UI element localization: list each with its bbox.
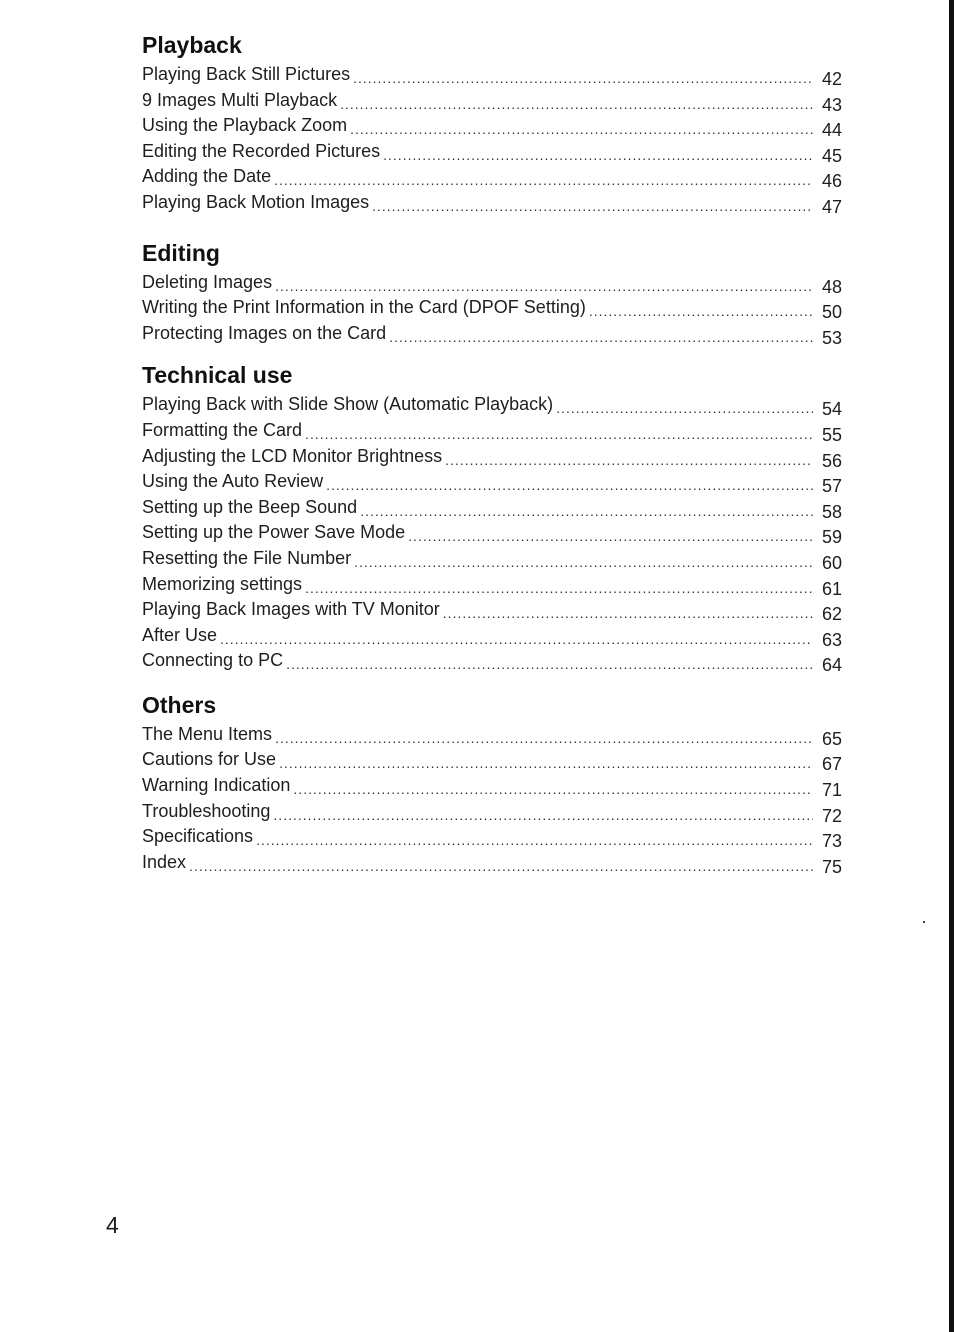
toc-entry[interactable] bbox=[142, 295, 842, 321]
toc-entry[interactable] bbox=[142, 88, 842, 114]
toc-entry[interactable] bbox=[142, 469, 842, 495]
toc-entry[interactable] bbox=[142, 824, 842, 850]
entry-label: Specifications bbox=[142, 826, 254, 847]
entry-label: Index bbox=[142, 851, 187, 872]
dot-leader bbox=[286, 652, 813, 677]
entry-page-number: 60 bbox=[821, 552, 842, 573]
dot-leader bbox=[305, 422, 813, 447]
toc-entry[interactable] bbox=[142, 597, 842, 623]
page-edge-rule bbox=[949, 0, 954, 1332]
entry-label: Setting up the Power Save Mode bbox=[142, 522, 406, 543]
entry-list bbox=[142, 722, 842, 876]
dot-leader bbox=[279, 751, 813, 776]
entry-page-number: 59 bbox=[821, 527, 842, 548]
toc-entry[interactable] bbox=[142, 623, 842, 649]
toc-entry[interactable] bbox=[142, 418, 842, 444]
entry-page-number: 63 bbox=[821, 629, 842, 650]
dot-leader bbox=[354, 550, 813, 575]
entry-page-number: 72 bbox=[821, 805, 842, 826]
toc-entry[interactable] bbox=[142, 270, 842, 296]
entry-label: Using the Playback Zoom bbox=[142, 115, 348, 136]
entry-page-number: 47 bbox=[821, 196, 842, 217]
entry-label: Using the Auto Review bbox=[142, 471, 324, 492]
entry-page-number: 43 bbox=[821, 94, 842, 115]
section-spacer bbox=[142, 216, 842, 236]
entry-label: Playing Back Still Pictures bbox=[142, 64, 351, 84]
entry-page-number: 46 bbox=[821, 171, 842, 192]
entry-label: Troubleshooting bbox=[142, 800, 271, 821]
toc-entry[interactable] bbox=[142, 139, 842, 165]
entry-page-number: 57 bbox=[821, 476, 842, 497]
entry-page-number: 73 bbox=[821, 831, 842, 852]
toc-entry[interactable] bbox=[142, 190, 842, 216]
entry-page-number: 55 bbox=[821, 424, 842, 445]
entry-list bbox=[142, 270, 842, 347]
entry-label: Deleting Images bbox=[142, 271, 273, 292]
entry-label: Cautions for Use bbox=[142, 749, 277, 770]
entry-page-number: 75 bbox=[821, 856, 842, 877]
entry-label: 9 Images Multi Playback bbox=[142, 89, 338, 110]
dot-leader bbox=[443, 601, 813, 626]
section-title: Technical use bbox=[142, 362, 293, 389]
section-title: Playback bbox=[142, 32, 242, 58]
dot-leader bbox=[293, 777, 813, 802]
dot-leader bbox=[360, 499, 813, 524]
entry-label: Editing the Recorded Pictures bbox=[142, 140, 381, 161]
dot-leader bbox=[275, 274, 813, 299]
toc-entry[interactable] bbox=[142, 321, 842, 347]
entry-page-number: 48 bbox=[821, 276, 842, 297]
entry-list bbox=[142, 392, 842, 674]
entry-page-number: 65 bbox=[821, 728, 842, 749]
entry-list bbox=[142, 62, 842, 216]
entry-label: Playing Back Motion Images bbox=[142, 191, 370, 212]
entry-label: The Menu Items bbox=[142, 723, 273, 744]
section-title: Editing bbox=[142, 239, 220, 266]
entry-page-number: 53 bbox=[821, 327, 842, 348]
toc-entry[interactable] bbox=[142, 113, 842, 139]
page-number: 4 bbox=[106, 1212, 119, 1238]
dot-leader bbox=[340, 92, 813, 117]
dot-leader bbox=[189, 854, 813, 879]
dot-leader bbox=[326, 473, 813, 498]
toc-entry[interactable] bbox=[142, 747, 842, 773]
entry-page-number: 58 bbox=[821, 501, 842, 522]
toc-entry[interactable] bbox=[142, 444, 842, 470]
toc-entry[interactable] bbox=[142, 164, 842, 190]
entry-page-number: 67 bbox=[821, 754, 842, 775]
entry-label: Memorizing settings bbox=[142, 573, 303, 594]
entry-page-number: 56 bbox=[821, 450, 842, 471]
dot-leader bbox=[220, 627, 813, 652]
dot-leader bbox=[389, 325, 813, 350]
entry-label: Warning Indication bbox=[142, 775, 291, 796]
entry-page-number: 64 bbox=[821, 655, 842, 676]
toc-entry[interactable] bbox=[142, 546, 842, 572]
dot-leader bbox=[408, 524, 813, 549]
toc-entry[interactable] bbox=[142, 850, 842, 876]
entry-label: Connecting to PC bbox=[142, 650, 284, 671]
entry-label: Playing Back Images with TV Monitor bbox=[142, 599, 440, 620]
toc-entry[interactable] bbox=[142, 648, 842, 674]
dot-leader bbox=[353, 66, 813, 91]
dot-leader bbox=[350, 117, 813, 142]
entry-label: Adjusting the LCD Monitor Brightness bbox=[142, 445, 443, 466]
entry-label: Formatting the Card bbox=[142, 419, 303, 440]
dot-leader bbox=[256, 828, 813, 853]
entry-label: Adding the Date bbox=[142, 166, 272, 187]
toc-entry[interactable] bbox=[142, 520, 842, 546]
table-of-contents bbox=[142, 28, 842, 875]
dot-leader bbox=[445, 448, 813, 473]
dot-leader bbox=[556, 396, 813, 421]
toc-entry[interactable] bbox=[142, 572, 842, 598]
dot-leader bbox=[372, 194, 813, 219]
entry-page-number: 42 bbox=[821, 69, 842, 89]
dot-leader bbox=[305, 576, 813, 601]
section-others bbox=[142, 688, 842, 876]
toc-entry[interactable] bbox=[142, 62, 842, 88]
dot-leader bbox=[273, 803, 813, 828]
entry-page-number: 45 bbox=[821, 145, 842, 166]
section-playback bbox=[142, 28, 842, 216]
entry-page-number: 50 bbox=[821, 302, 842, 323]
entry-label: Resetting the File Number bbox=[142, 547, 352, 568]
section-technical-use bbox=[142, 358, 842, 674]
section-editing bbox=[142, 236, 842, 347]
toc-entry[interactable] bbox=[142, 773, 842, 799]
toc-entry[interactable] bbox=[142, 392, 842, 418]
entry-label: Setting up the Beep Sound bbox=[142, 496, 358, 517]
toc-entry[interactable] bbox=[142, 722, 842, 748]
entry-page-number: 44 bbox=[821, 120, 842, 141]
entry-page-number: 62 bbox=[821, 604, 842, 625]
entry-label: After Use bbox=[142, 624, 218, 645]
scan-speck bbox=[923, 921, 925, 923]
entry-label: Protecting Images on the Card bbox=[142, 322, 387, 343]
dot-leader bbox=[383, 143, 813, 168]
entry-label: Writing the Print Information in the Card (DPOF Setting) bbox=[142, 297, 586, 318]
toc-entry[interactable] bbox=[142, 495, 842, 521]
entry-page-number: 54 bbox=[821, 399, 842, 420]
dot-leader bbox=[274, 168, 813, 193]
entry-page-number: 61 bbox=[821, 578, 842, 599]
dot-leader bbox=[589, 299, 813, 324]
entry-label: Playing Back with Slide Show (Automatic Playback) bbox=[142, 394, 554, 415]
section-title: Others bbox=[142, 691, 217, 718]
entry-page-number: 71 bbox=[821, 780, 842, 801]
dot-leader bbox=[275, 726, 813, 751]
toc-entry[interactable] bbox=[142, 799, 842, 825]
